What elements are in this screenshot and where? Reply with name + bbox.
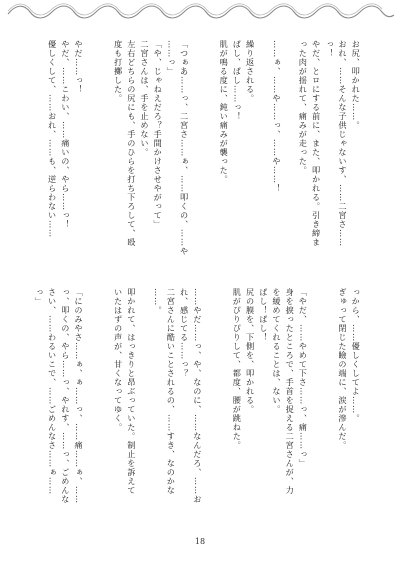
text-column: 身を捩ったところで、手首を捉える二宮さんが、力 [285, 288, 296, 495]
text-column: 「にのみやさ……ぁ、ぁ……っ、……痛……ぁ、…… [74, 288, 84, 504]
page-number: 18 [194, 537, 206, 546]
text-column: 度も打擲した。 [113, 40, 124, 103]
text-column: った肉が揺れて、痛みが走った。 [298, 40, 309, 175]
text-column: 肌が鳴る度に、鈍い痛みが襲った。 [219, 40, 230, 184]
text-column: ぱし、ぱし……っ！ [232, 40, 243, 121]
text-column: いたはずの声が、甘くなってゆく。 [113, 288, 124, 432]
text-column: っ、叩くの、やら……っ、やれす、……っ、ごめんな [60, 288, 71, 504]
text-column: 繰り返される。 [245, 40, 256, 103]
text-column: お尻、叩かれた……。 [351, 40, 362, 130]
text-column: さい、……わるいこで、……ごめんなさ……ぁ…… [47, 288, 58, 495]
text-column: 「や、じゃねえだろ？手間かけさせやがって」 [153, 40, 164, 229]
text-column: 肌がぴりぴりして、都度、腰が跳ねた。 [232, 288, 243, 450]
text-column: っ！ [324, 40, 335, 58]
decorative-wave-border [0, 0, 400, 24]
text-column: 叩かれて、はっきりと昂ぶっていた。制止を訴えて [126, 288, 137, 495]
text-column: おれ、……そんな子供じゃないす、……二宮さ…… [338, 40, 348, 247]
text-column: やだ……っ！ [74, 40, 84, 94]
text-column: っから、……優しくしてよ……。 [351, 288, 362, 423]
text-column: を緩めてくれることは、ない。 [272, 288, 282, 414]
text-column: 二宮さんは、手を止めない。 [140, 40, 150, 157]
text-column: ……。 [153, 288, 164, 315]
text-column: 左右どちらの尻にも、手のひらを打ち下ろして、殴 [126, 40, 137, 247]
text-column: れ、感じてる……っ？ [179, 288, 190, 378]
text-column: やだ、……こわい、……痛いの、やら……っ！ [60, 40, 71, 229]
text-column: ……やだ……っ、や、なのに、……なんだろ、……お [192, 288, 203, 504]
text-column: ぎゅって閉じた瞼の端に、涙が滲んだ。 [338, 288, 348, 450]
text-column: やだ、とロにする前に、また、叩かれる。引き締ま [311, 40, 322, 247]
vertical-text-body [0, 40, 400, 530]
text-column: 優しくして、……おれ、……も、逆らわない…… [47, 40, 58, 238]
text-column: ……っ」 [166, 40, 177, 76]
text-column: ……ぁ、……や……っ、……や……！ [272, 40, 282, 193]
text-column: 「つぁあ……っ、二宮さ……ぁ、……叩くの、……や [179, 40, 190, 256]
text-column: 二宮さんに酷いことされるの、……すき、なのかな [166, 288, 177, 495]
text-column: 尻の膜を、下側を、叩かれる。 [245, 288, 256, 414]
text-column: 「やだ、……やめて下さ……っ、痛……っ」 [298, 288, 309, 468]
text-column: ぱし！ぱし！ [258, 288, 269, 342]
text-column: っ」 [34, 288, 45, 306]
